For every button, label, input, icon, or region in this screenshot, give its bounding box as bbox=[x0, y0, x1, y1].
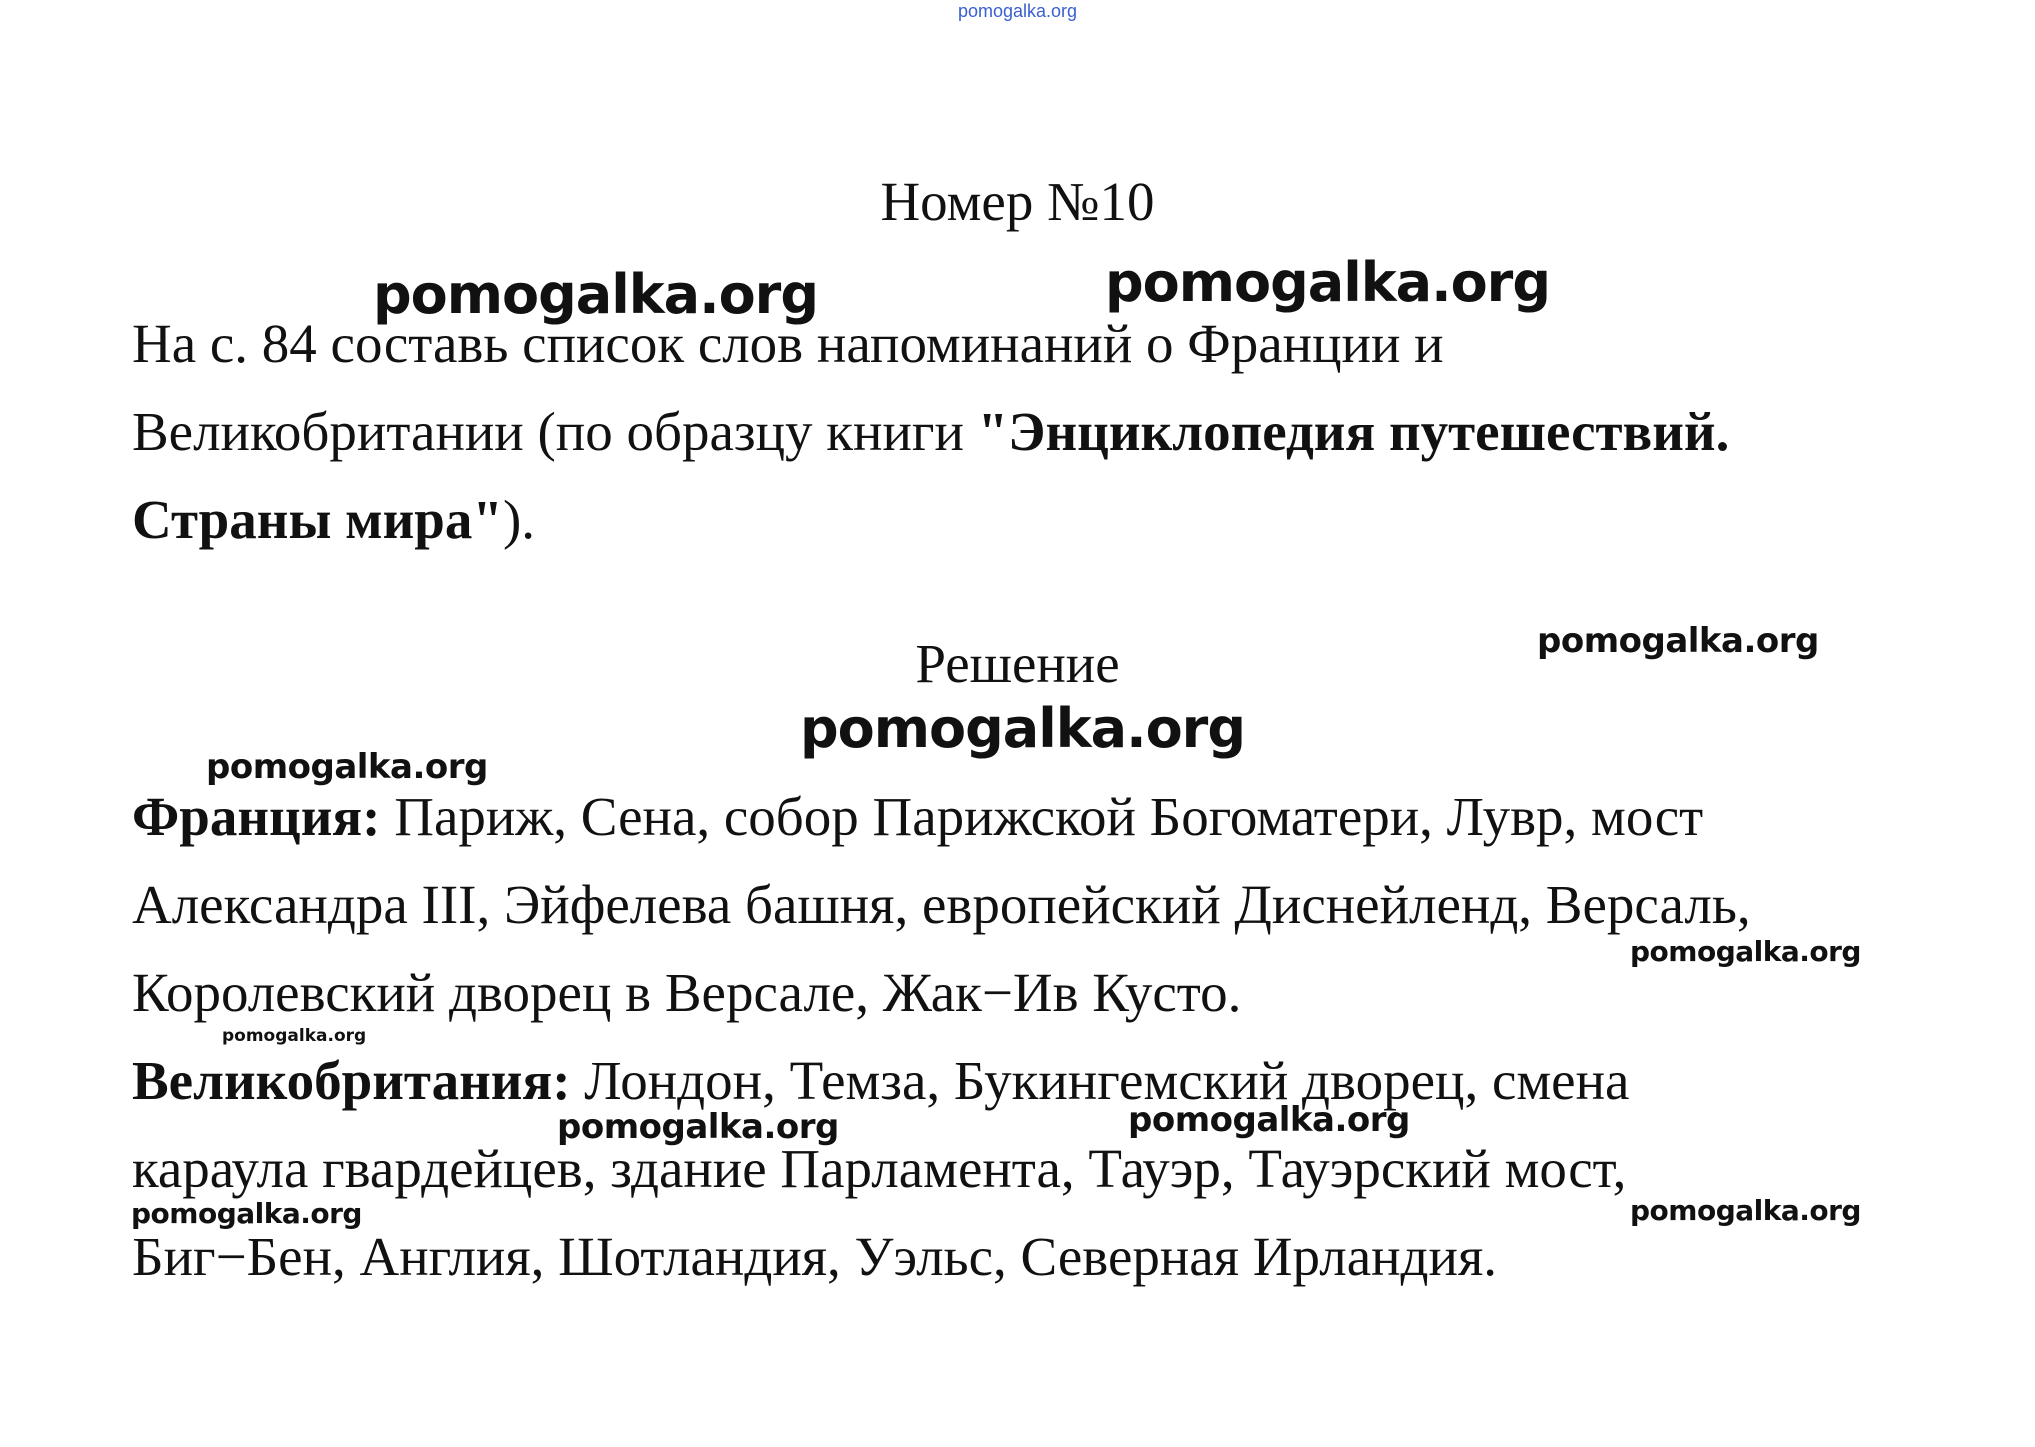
france-text-1: Париж, Сена, собор Парижской Богоматери, Лувр, мост bbox=[380, 786, 1704, 847]
watermark: pomogalka.org bbox=[373, 263, 818, 326]
france-line-3: Королевский дворец в Версале, Жак−Ив Кусто. bbox=[132, 962, 1242, 1023]
uk-line-3: Биг−Бен, Англия, Шотландия, Уэльс, Северная Ирландия. bbox=[132, 1226, 1498, 1287]
uk-answer bbox=[132, 1037, 1932, 1301]
watermark: pomogalka.org bbox=[1630, 935, 1861, 968]
watermark: pomogalka.org bbox=[131, 1197, 362, 1230]
uk-line-1 bbox=[132, 1037, 1932, 1125]
france-answer bbox=[132, 773, 1932, 1037]
uk-line-2: караула гвардейцев, здание Парламента, Тауэр, Тауэрский мост, bbox=[132, 1138, 1627, 1199]
task-line-2 bbox=[132, 388, 1932, 476]
watermark: pomogalka.org bbox=[557, 1107, 839, 1147]
watermark: pomogalka.org bbox=[206, 747, 488, 787]
watermark: pomogalka.org bbox=[1630, 1194, 1861, 1227]
france-label: Франция: bbox=[132, 786, 381, 847]
task-line-2-plain: Великобритании (по образцу книги bbox=[132, 401, 978, 462]
watermark: pomogalka.org bbox=[1128, 1100, 1410, 1140]
task-line-3-plain: ). bbox=[502, 489, 536, 550]
task-line-3 bbox=[132, 476, 1932, 564]
watermark: pomogalka.org bbox=[1105, 251, 1550, 314]
watermark: pomogalka.org bbox=[222, 1026, 367, 1046]
uk-label: Великобритания: bbox=[132, 1050, 571, 1111]
france-line-2: Александра III, Эйфелева башня, европейский Диснейленд, Версаль, bbox=[132, 874, 1751, 935]
watermark: pomogalka.org bbox=[1537, 621, 1819, 661]
task-text bbox=[132, 300, 1932, 564]
header-watermark: pomogalka.org bbox=[957, 1, 1078, 21]
solution-heading: Решение bbox=[915, 633, 1120, 694]
task-line-1: На с. 84 составь список слов напоминаний о Франции и bbox=[132, 313, 1444, 374]
book-title-part-2: Страны мира" bbox=[132, 489, 503, 550]
uk-text-1: Лондон, Темза, Букингемский дворец, смена bbox=[570, 1050, 1630, 1111]
page-title: Номер №10 bbox=[880, 171, 1155, 232]
watermark: pomogalka.org bbox=[800, 697, 1245, 760]
book-title-part-1: "Энциклопедия путешествий. bbox=[977, 401, 1730, 462]
